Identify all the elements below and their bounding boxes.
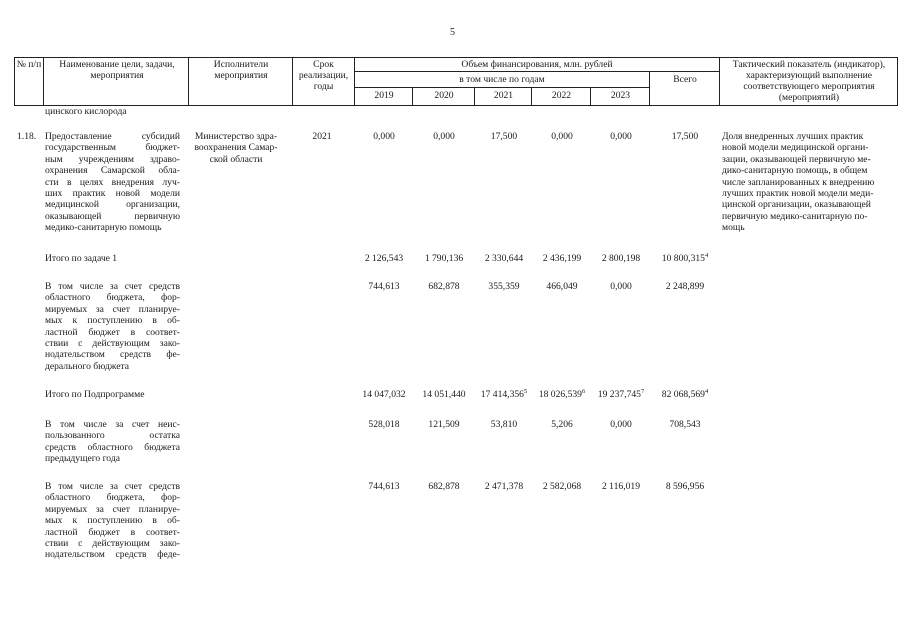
value-2023: 2 800,198 [601,253,641,264]
value-2022: 0,000 [551,131,573,142]
value-2020: 1 790,136 [424,253,464,264]
footnote-mark: 7 [640,388,645,395]
header-col-by-years: в том числе по годам [459,74,545,85]
value-2019: 0,000 [373,131,395,142]
row-name: В том числе за счет средств областного бюджета, фор- мируемых за счет планируе- мых к поступлению в об- ластной бюджет в соответ- ствии с действующим зако- нодательством средств феде- [45,481,180,561]
value-2022: 18 026,539$^6$ [538,388,586,400]
value-2019: 744,613 [368,281,400,292]
header-year-2022: 2022 [551,90,572,101]
value-2020: 682,878 [428,481,460,492]
value-2021: 355,359 [488,281,520,292]
value-2020: 682,878 [428,281,460,292]
value-total: 2 248,899 [665,281,705,292]
value-2023: 0,000 [610,419,632,430]
value-total: 8 596,956 [665,481,705,492]
row-executor: Министерство здра- воохранения Самар- ской области [194,131,278,165]
value-2022: 2 582,068 [542,481,582,492]
header-col-term: Срок реализации, годы [298,59,349,92]
header-col-name: Наименование цели, задачи, мероприятия [59,59,175,81]
continuation-text: цинского кислорода [45,106,127,117]
value-2020: 0,000 [433,131,455,142]
value-total: 82 068,569$^4$ [661,388,709,400]
value-2019: 528,018 [368,419,400,430]
footnote-mark: 4 [704,388,709,395]
header-col-funding: Объем финансирования, млн. рублей [461,59,613,70]
value-2019: 14 047,032 [362,389,406,400]
row-name: В том числе за счет неис- пользованного остатка средств областного бюджета предыдущего года [45,419,180,465]
row-term: 2021 [312,131,332,142]
value-2022: 5,206 [551,419,573,430]
footnote-mark: 5 [523,388,528,395]
header-col-total: Всего [673,74,697,85]
header-year-2020: 2020 [434,90,454,101]
header-year-2021: 2021 [493,90,514,101]
value-2020: 121,509 [428,419,460,430]
value-2020: 14 051,440 [422,389,466,400]
value-2023: 0,000 [610,281,632,292]
value-2023: 0,000 [610,131,632,142]
header-col-executors: Исполнители мероприятия [213,59,269,81]
page-number: 5 [450,27,455,38]
row-name: Итого по Подпрограмме [45,389,145,400]
value-2023: 19 237,745$^7$ [597,388,645,400]
value-2022: 2 436,199 [542,253,582,264]
footnote-mark: 4 [704,252,709,259]
header-year-2023: 2023 [610,90,631,101]
value-total: 10 800,315$^4$ [661,252,709,264]
value-2021: 17,500 [490,131,518,142]
value-2021: 2 471,378 [484,481,524,492]
value-2021: 53,810 [490,419,518,430]
header-year-2019: 2019 [374,90,394,101]
row-indicator: Доля внедренных лучших практик новой модели медицинской органи- зации, оказывающей первичную ме- дико-санитарную помощь, в общем числе запланированных к внедрению лучших практик новой модели меди- цинской организации, оказывающей первичную медико-санитарную по- мощь [722,131,875,234]
header-col-num: № п/п [16,59,42,70]
footnote-mark: 6 [581,388,586,395]
value-2019: 744,613 [368,481,400,492]
value-total: 17,500 [671,131,699,142]
value-2019: 2 126,543 [364,253,404,264]
header-col-indicator: Тактический показатель (индикатор), характеризующий выполнение соответствующего мероприятия (мероприятий) [732,59,886,103]
row-number: 1.18. [17,131,37,142]
table-header [14,57,898,106]
value-2021: 17 414,356$^5$ [480,388,528,400]
row-name: Предоставление субсидий государственным бюджет- ным учреждениям здраво- охранения Самарской обла- сти в целях внедрения луч- ших практик новой модели медицинской организации, оказывающей первичную медико-санитарную помощь [45,131,180,234]
value-2023: 2 116,019 [601,481,641,492]
row-name: В том числе за счет средств областного бюджета, фор- мируемых за счет планируе- мых к поступлению в об- ластной бюджет в соответ- ствии с действующим зако- нодательством средств фе- дерального бюджета [45,281,180,372]
row-name: Итого по задаче 1 [45,253,118,264]
value-total: 708,543 [669,419,701,430]
value-2022: 466,049 [546,281,578,292]
value-2021: 2 330,644 [484,253,524,264]
